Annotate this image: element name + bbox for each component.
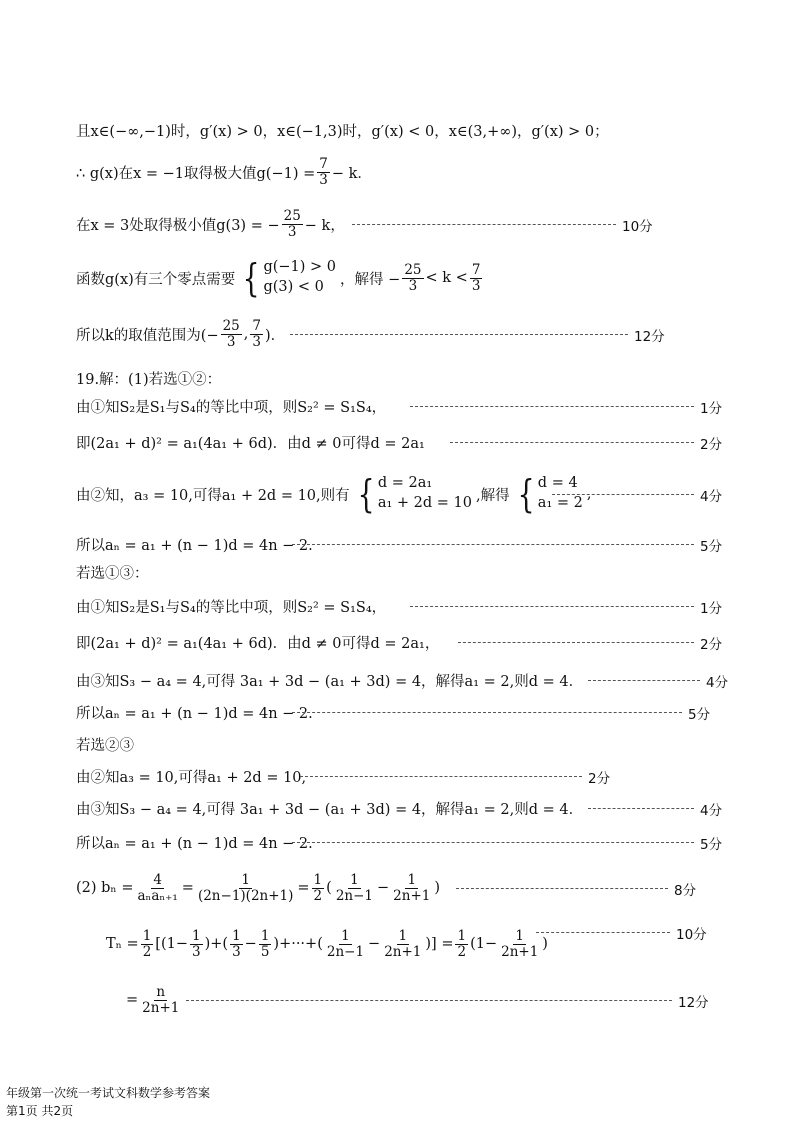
- footer-title: 年级第一次统一考试文科数学参考答案: [6, 1086, 211, 1100]
- fraction: $\frac{1}{3}$: [232, 928, 241, 960]
- line-13: 即(2a₁ + d)² = a₁(4a₁ + 6d)．由d ≠ 0可得d = 2a₁，: [76, 635, 440, 652]
- range-text: 所以k的取值范围为(−: [76, 327, 219, 344]
- score-label: 4分: [700, 803, 723, 819]
- equation-system: { d = 2a₁ a₁ + 2d = 10: [357, 472, 472, 516]
- fraction: $\frac{1}{2}$: [457, 928, 467, 960]
- score-label: 1分: [700, 601, 723, 617]
- score-label: 10分: [622, 219, 653, 235]
- fraction: $\frac{1}{(2n-1)(2n+1)}$: [197, 872, 294, 904]
- line-1: [76, 110, 794, 150]
- line-5: 所以k的取值范围为(− $\frac{25}{3}$ , $\frac{7}{3}$ )．: [76, 318, 286, 350]
- equation-system: { d = 4 a₁ = 2: [517, 472, 583, 516]
- line-4: 函数g(x)有三个零点需要 { g(−1) > 0 g(3) < 0 ，解得 − $\frac{25}{3}$ < k < $\frac{7}{3}$: [76, 256, 481, 300]
- dash-leader: [588, 808, 694, 809]
- score-label: 12分: [634, 329, 665, 345]
- dash-leader: [186, 1000, 672, 1001]
- line-22: = $\frac{n}{2n+1}$: [126, 984, 180, 1016]
- footer-page-number: 第1页 共2页: [6, 1104, 74, 1118]
- line-3: 在x = 3处取得极小值g(3) = − $\frac{25}{3}$ − k，: [76, 208, 345, 240]
- score-label: 1分: [700, 401, 723, 417]
- fraction: $\frac{1}{2n+1}$: [393, 872, 431, 904]
- dash-leader: [292, 712, 682, 713]
- dash-leader: [300, 776, 582, 777]
- fraction: $\frac{7}{3}$: [319, 156, 328, 188]
- fraction: $\frac{1}{3}$: [192, 928, 201, 960]
- dash-leader: [450, 442, 694, 443]
- score-label: 2分: [588, 771, 611, 787]
- score-label: 4分: [706, 675, 729, 691]
- fraction: $\frac{1}{2n+1}$: [501, 928, 539, 960]
- dash-leader: [292, 544, 694, 545]
- dash-leader: [292, 842, 694, 843]
- problem-19-heading: 19.解：(1)若选①②：: [76, 371, 222, 388]
- fraction: $\frac{1}{2n-1}$: [335, 872, 373, 904]
- case-heading: 若选②③: [76, 737, 134, 754]
- line-15: 所以aₙ = a₁ + (n − 1)d = 4n − 2.: [76, 705, 313, 722]
- dash-leader: [410, 606, 694, 607]
- dash-leader: [588, 680, 700, 681]
- dash-leader: [410, 406, 694, 407]
- derivative-sign-text: 且x∈(−∞,−1)时，g′(x) > 0，x∈(−1,3)时，g′(x) < 0，x∈(3,+∞)，g′(x) > 0；: [76, 123, 609, 140]
- dash-leader: [552, 494, 694, 495]
- score-label: 8分: [674, 883, 697, 899]
- score-label: 12分: [678, 995, 709, 1011]
- score-label: 2分: [700, 637, 723, 653]
- zero-condition-text: 函数g(x)有三个零点需要: [76, 271, 236, 288]
- line-7: 由①知S₂是S₁与S₄的等比中项，则S₂² = S₁S₄，: [76, 399, 387, 416]
- dash-leader: [536, 932, 670, 933]
- max-value-text: ∴ g(x)在x = −1取得极大值g(−1) =: [76, 165, 316, 182]
- fraction: $\frac{4}{\text{aₙaₙ₊₁}}$: [137, 872, 178, 904]
- score-label: 5分: [688, 707, 711, 723]
- line-20: (2) bₙ = $\frac{4}{\text{aₙaₙ₊₁}}$ = $\frac{1}{(2n-1)(2n+1)}$ = $\frac{1}{2}$ ( $\frac{1}{2n-1}$ − $\frac{1}{2n+1}$ ): [76, 872, 441, 904]
- fraction: $\frac{1}{5}$: [260, 928, 270, 960]
- equation-system: { g(−1) > 0 g(3) < 0: [242, 256, 337, 300]
- line-8: 即(2a₁ + d)² = a₁(4a₁ + 6d)．由d ≠ 0可得d = 2a₁: [76, 435, 425, 452]
- fraction: $\frac{7}{3}$: [471, 262, 481, 294]
- fraction: $\frac{1}{2n+1}$: [384, 928, 422, 960]
- line-9: 由②知，a₃ = 10,可得a₁ + 2d = 10,则有 { d = 2a₁ a₁ + 2d = 10 ,解得 { d = 4 a₁ = 2 ,: [76, 472, 592, 516]
- line-18: 由③知S₃ − a₄ = 4,可得 3a₁ + 3d − (a₁ + 3d) = 4，解得a₁ = 2,则d = 4．: [76, 801, 584, 818]
- fraction: $\frac{25}{3}$: [404, 262, 422, 294]
- fraction: $\frac{1}{2}$: [313, 872, 323, 904]
- dash-leader: [456, 888, 668, 889]
- fraction: $\frac{1}{2}$: [142, 928, 152, 960]
- line-19: 所以aₙ = a₁ + (n − 1)d = 4n − 2.: [76, 835, 313, 852]
- line-10: 所以aₙ = a₁ + (n − 1)d = 4n − 2.: [76, 537, 313, 554]
- score-label: 2分: [700, 437, 723, 453]
- line-14: 由③知S₃ − a₄ = 4,可得 3a₁ + 3d − (a₁ + 3d) = 4，解得a₁ = 2,则d = 4．: [76, 673, 584, 690]
- fraction: $\frac{7}{3}$: [252, 318, 261, 350]
- fraction: $\frac{25}{3}$: [283, 208, 301, 240]
- dash-leader: [458, 642, 694, 643]
- line-21: Tₙ = $\frac{1}{2}$ [(1− $\frac{1}{3}$ )+( $\frac{1}{3}$ − $\frac{1}{5}$ )+···+( $\frac{1}{2n-1}$ − $\frac{1}{2n+1}$ )] = $\frac{1}{2}$ (1− $\frac{1}{2n+1}$ ): [106, 928, 548, 960]
- line-17: 由②知a₃ = 10,可得a₁ + 2d = 10,: [76, 769, 307, 786]
- score-label: 4分: [700, 489, 723, 505]
- score-label: 5分: [700, 837, 723, 853]
- dash-leader: [352, 224, 616, 225]
- dash-leader: [290, 334, 628, 335]
- fraction: $\frac{n}{2n+1}$: [142, 984, 180, 1016]
- fraction: $\frac{25}{3}$: [222, 318, 240, 350]
- case-heading: 若选①③：: [76, 565, 149, 582]
- score-label: 5分: [700, 539, 723, 555]
- line-2: ∴ g(x)在x = −1取得极大值g(−1) = $\frac{7}{3}$ − k．: [76, 156, 372, 188]
- score-label: 10分: [676, 927, 707, 943]
- min-value-text: 在x = 3处取得极小值g(3) = −: [76, 217, 280, 234]
- fraction: $\frac{1}{2n-1}$: [326, 928, 365, 960]
- line-12: 由①知S₂是S₁与S₄的等比中项，则S₂² = S₁S₄，: [76, 599, 387, 616]
